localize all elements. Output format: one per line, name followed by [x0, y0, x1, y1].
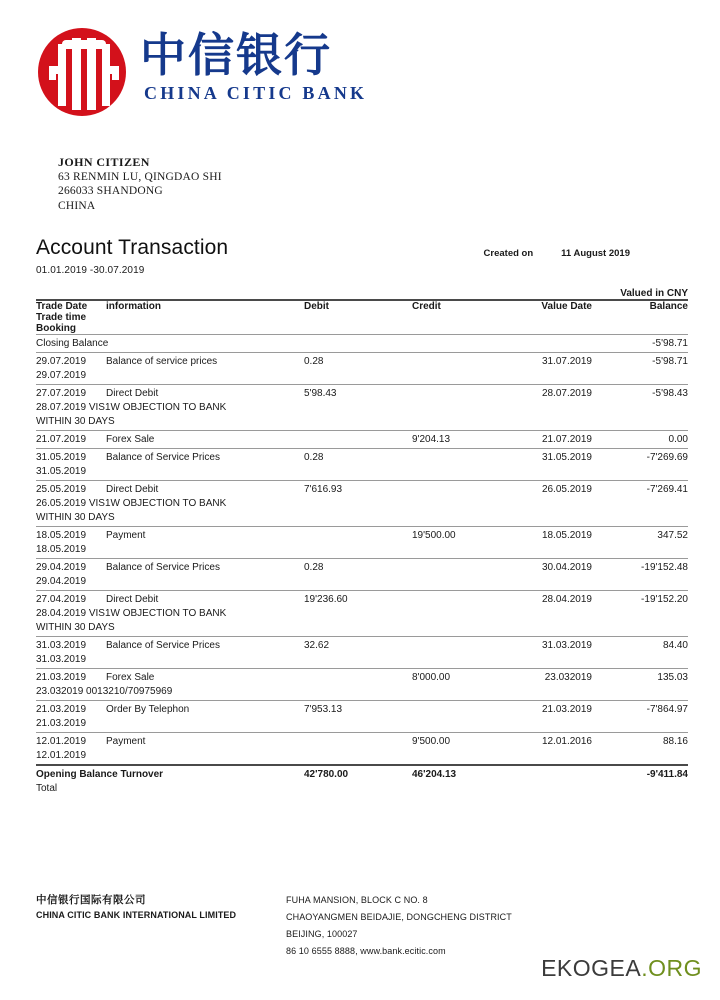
table-row [36, 637, 688, 655]
cell-information: Forex Sale [106, 669, 304, 687]
created-on [484, 236, 688, 259]
cell-debit: 0.28 [304, 353, 412, 371]
cell-debit [304, 431, 412, 449]
cell-credit [412, 385, 522, 403]
cell-trade-date: 29.04.2019 [36, 559, 106, 577]
cell-balance: 84.40 [610, 637, 688, 655]
cell-balance: 135.03 [610, 669, 688, 687]
table-row [36, 449, 688, 467]
created-on-label: Created on [483, 248, 534, 259]
cell-credit: 9'500.00 [412, 733, 522, 751]
cell-information: Balance of Service Prices [106, 559, 304, 577]
cell-detail-text: 31.03.2019 [36, 654, 87, 665]
table-row-detail [36, 512, 688, 527]
cell-balance: -7'864.97 [610, 701, 688, 719]
cell-value-date: 23.032019 [522, 669, 610, 687]
cell-trade-date: 31.05.2019 [36, 449, 106, 467]
totals-debit: 42'780.00 [304, 765, 412, 783]
column-header-value-date: Value Date [522, 300, 610, 312]
table-row [36, 385, 688, 403]
table-row-detail [36, 622, 688, 637]
cell-information: Payment [106, 527, 304, 545]
column-header-trade-date: Trade Date [36, 300, 106, 312]
cell-debit [304, 527, 412, 545]
cell-balance: 88.16 [610, 733, 688, 751]
cell-detail-text: 28.04.2019 VIS1W OBJECTION TO BANK [36, 608, 227, 619]
page-title: Account Transaction [36, 236, 229, 259]
cell-detail-text: 31.05.2019 [36, 466, 87, 477]
page-footer [36, 893, 688, 961]
watermark-tld: .ORG [641, 955, 702, 981]
footer-address-line-3: BEIJING, 100027 [286, 929, 358, 939]
transactions-table-body [36, 300, 688, 353]
cell-debit [304, 733, 412, 751]
cell-debit: 19'236.60 [304, 591, 412, 609]
cell-detail-text: WITHIN 30 DAYS [36, 416, 115, 427]
footer-address-line-1: FUHA MANSION, BLOCK C NO. 8 [286, 895, 428, 905]
column-header-credit: Credit [412, 300, 522, 312]
cell-trade-date: 21.03.2019 [36, 701, 106, 719]
totals-sub-row [36, 783, 688, 797]
statement-period: 01.01.2019 -30.07.2019 [36, 265, 145, 276]
cell-credit [412, 637, 522, 655]
cell-debit [304, 669, 412, 687]
customer-address-line-3: CHINA [58, 199, 96, 212]
cell-detail-text: 23.032019 0013210/70975969 [36, 686, 173, 697]
table-row-detail [36, 466, 688, 481]
bank-name-cn: 中信银行 [140, 28, 332, 82]
cell-information: Balance of service prices [106, 353, 304, 371]
cell-balance: -5'98.43 [610, 385, 688, 403]
table-row-detail [36, 686, 688, 701]
table-row-detail [36, 402, 688, 416]
watermark-name: EKOGEA [541, 955, 642, 981]
cell-detail-text: 29.07.2019 [36, 370, 87, 381]
table-header-row [36, 300, 688, 312]
table-row-detail [36, 718, 688, 733]
transactions-table [36, 299, 688, 797]
closing-balance-row [36, 335, 688, 353]
cell-value-date: 28.04.2019 [522, 591, 610, 609]
cell-detail-text: 29.04.2019 [36, 576, 87, 587]
customer-name: JOHN CITIZEN [58, 155, 150, 169]
cell-value-date: 31.03.2019 [522, 637, 610, 655]
valued-in-currency: Valued in CNY [620, 288, 688, 299]
transaction-rows [36, 353, 688, 766]
cell-detail-text: WITHIN 30 DAYS [36, 622, 115, 633]
cell-trade-date: 21.03.2019 [36, 669, 106, 687]
cell-detail-text: 21.03.2019 [36, 718, 87, 729]
cell-balance: 0.00 [610, 431, 688, 449]
closing-balance-label: Closing Balance [36, 335, 522, 353]
table-row-detail [36, 608, 688, 622]
cell-trade-date: 29.07.2019 [36, 353, 106, 371]
customer-address-line-1: 63 RENMIN LU, QINGDAO SHI [58, 170, 222, 183]
cell-value-date: 18.05.2019 [522, 527, 610, 545]
cell-detail-text: 12.01.2019 [36, 750, 87, 761]
column-header-balance: Balance [610, 300, 688, 312]
table-row [36, 481, 688, 499]
column-header-booking: Booking [36, 323, 76, 334]
cell-information: Forex Sale [106, 431, 304, 449]
cell-balance: -7'269.41 [610, 481, 688, 499]
cell-information: Order By Telephon [106, 701, 304, 719]
cell-credit [412, 591, 522, 609]
totals-balance: -9'411.84 [610, 765, 688, 783]
cell-trade-date: 21.07.2019 [36, 431, 106, 449]
cell-value-date: 21.03.2019 [522, 701, 610, 719]
statement-header [36, 236, 688, 276]
cell-detail-text: 28.07.2019 VIS1W OBJECTION TO BANK [36, 402, 227, 413]
table-header-row-trade-time [36, 312, 688, 323]
cell-trade-date: 27.04.2019 [36, 591, 106, 609]
cell-credit [412, 481, 522, 499]
cell-credit: 9'204.13 [412, 431, 522, 449]
footer-entity-cn: 中信银行国际有限公司 [36, 894, 146, 906]
watermark [541, 955, 702, 982]
cell-debit: 7'953.13 [304, 701, 412, 719]
cell-balance: -19'152.48 [610, 559, 688, 577]
cell-value-date: 26.05.2019 [522, 481, 610, 499]
cell-value-date: 28.07.2019 [522, 385, 610, 403]
table-row [36, 669, 688, 687]
statement-sheet [36, 236, 688, 797]
table-row-detail [36, 654, 688, 669]
table-row-detail [36, 370, 688, 385]
cell-credit: 19'500.00 [412, 527, 522, 545]
table-row [36, 733, 688, 751]
cell-trade-date: 31.03.2019 [36, 637, 106, 655]
closing-balance-value: -5'98.71 [610, 335, 688, 353]
cell-debit: 32.62 [304, 637, 412, 655]
cell-credit [412, 559, 522, 577]
cell-trade-date: 25.05.2019 [36, 481, 106, 499]
totals-credit: 46'204.13 [412, 765, 522, 783]
column-header-debit: Debit [304, 300, 412, 312]
citic-logo-icon [38, 28, 126, 116]
table-row [36, 353, 688, 371]
cell-information: Balance of Service Prices [106, 449, 304, 467]
cell-trade-date: 27.07.2019 [36, 385, 106, 403]
cell-value-date: 12.01.2016 [522, 733, 610, 751]
bank-name-en: CHINA CITIC BANK [144, 82, 368, 103]
cell-debit: 0.28 [304, 449, 412, 467]
table-row-detail [36, 544, 688, 559]
footer-entity [36, 893, 286, 961]
totals-row [36, 765, 688, 783]
cell-balance: 347.52 [610, 527, 688, 545]
cell-balance: -19'152.20 [610, 591, 688, 609]
cell-information: Payment [106, 733, 304, 751]
footer-address [286, 893, 688, 961]
cell-debit: 0.28 [304, 559, 412, 577]
customer-address [58, 155, 222, 213]
table-row-detail [36, 498, 688, 512]
table-row-detail [36, 750, 688, 765]
cell-trade-date: 12.01.2019 [36, 733, 106, 751]
table-header-row-booking [36, 323, 688, 335]
cell-debit: 7'616.93 [304, 481, 412, 499]
cell-information: Direct Debit [106, 481, 304, 499]
customer-address-line-2: 266033 SHANDONG [58, 185, 163, 197]
table-row [36, 527, 688, 545]
column-header-trade-time: Trade time [36, 312, 87, 323]
cell-information: Direct Debit [106, 385, 304, 403]
table-row [36, 559, 688, 577]
table-row [36, 591, 688, 609]
cell-value-date: 30.04.2019 [522, 559, 610, 577]
footer-entity-en: CHINA CITIC BANK INTERNATIONAL LIMITED [36, 910, 237, 920]
cell-credit [412, 701, 522, 719]
cell-value-date: 31.05.2019 [522, 449, 610, 467]
cell-information: Balance of Service Prices [106, 637, 304, 655]
table-row [36, 431, 688, 449]
cell-credit: 8'000.00 [412, 669, 522, 687]
cell-information: Direct Debit [106, 591, 304, 609]
cell-trade-date: 18.05.2019 [36, 527, 106, 545]
table-row-detail [36, 416, 688, 431]
created-on-date: 11 August 2019 [561, 248, 630, 259]
totals-sub-label: Total [36, 783, 58, 794]
cell-detail-text: 26.05.2019 VIS1W OBJECTION TO BANK [36, 498, 227, 509]
table-row-detail [36, 576, 688, 591]
cell-credit [412, 449, 522, 467]
table-row [36, 701, 688, 719]
totals-section [36, 765, 688, 797]
cell-detail-text: WITHIN 30 DAYS [36, 512, 115, 523]
totals-label: Opening Balance Turnover [36, 765, 304, 783]
cell-balance: -7'269.69 [610, 449, 688, 467]
cell-value-date: 21.07.2019 [522, 431, 610, 449]
cell-credit [412, 353, 522, 371]
cell-balance: -5'98.71 [610, 353, 688, 371]
footer-address-line-2: CHAOYANGMEN BEIDAJIE, DONGCHENG DISTRICT [286, 912, 512, 922]
column-header-information: information [106, 300, 304, 312]
cell-debit: 5'98.43 [304, 385, 412, 403]
footer-contact-line: 86 10 6555 8888, www.bank.ecitic.com [286, 946, 446, 956]
cell-value-date: 31.07.2019 [522, 353, 610, 371]
bank-logo [38, 28, 367, 116]
cell-detail-text: 18.05.2019 [36, 544, 87, 555]
